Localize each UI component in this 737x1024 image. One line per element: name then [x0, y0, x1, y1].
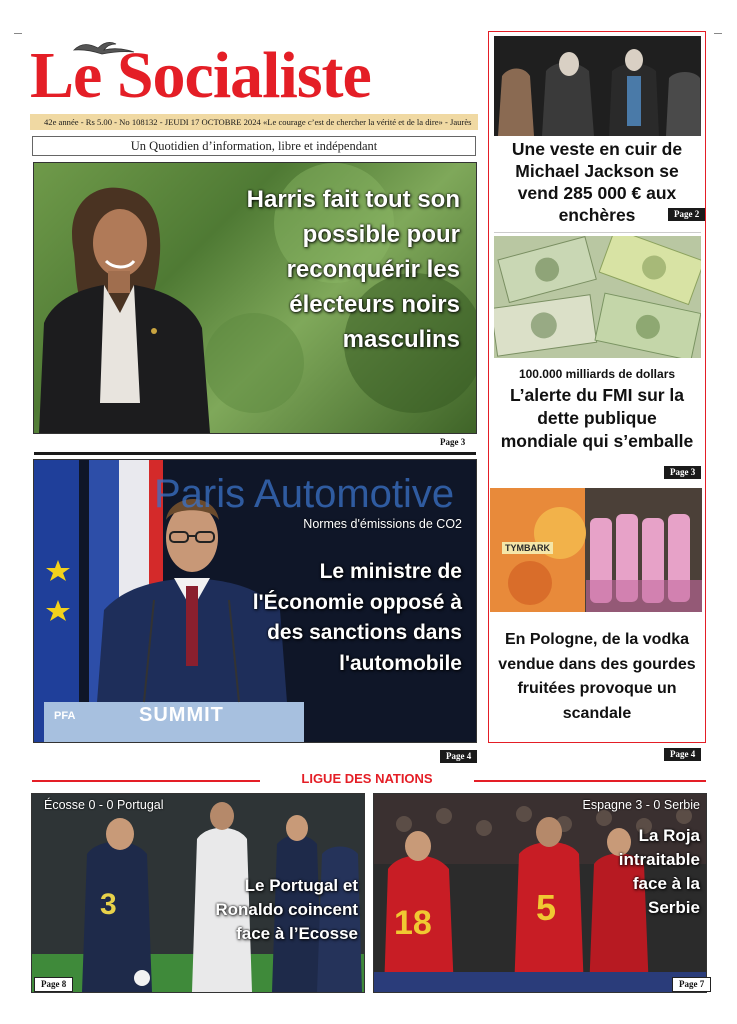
section-rule-left	[32, 780, 260, 782]
story2-headline[interactable]: L’alerte du FMI sur la dette publique mondiale qui s’emballe	[500, 385, 694, 451]
divider	[494, 232, 701, 233]
lead-headline[interactable]: Harris fait tout son possible pour reconquérir les électeurs noirs masculins	[246, 186, 460, 353]
story3-headline[interactable]: En Pologne, de la vodka vendue dans des gourdes fruitées provoque un scandale	[498, 631, 696, 722]
svg-text:5: 5	[536, 887, 557, 928]
tagline: Un Quotidien d’information, libre et indépendant	[32, 136, 476, 156]
story3-page-ref[interactable]: Page 4	[664, 748, 701, 761]
sport-right-headline[interactable]: La Roja intraitable face à la Serbie	[618, 826, 700, 917]
story1-page-ref[interactable]: Page 2	[668, 208, 705, 221]
vodka-photo[interactable]	[490, 488, 702, 612]
money-photo[interactable]	[494, 236, 701, 358]
sport-right-page-ref[interactable]: Page 7	[672, 977, 711, 992]
tymbark-label: TYMBARK	[502, 542, 553, 554]
lead-page-ref[interactable]: Page 3	[440, 437, 466, 447]
svg-text:18: 18	[394, 904, 432, 942]
second-kicker: Normes d'émissions de CO2	[303, 517, 462, 531]
story1-headline[interactable]: Une veste en cuir de Michael Jackson se vend 285 000 € aux enchères	[511, 139, 683, 225]
backdrop-text: Paris Automotive	[154, 472, 455, 516]
crop-mark	[714, 33, 722, 34]
podium-logo: PFA	[54, 710, 76, 722]
issue-info-bar: 42e année - Rs 5.00 - No 108132 - JEUDI 17 OCTOBRE 2024 «Le courage c’est de chercher la vérité et de la dire» - Jaurès	[30, 114, 478, 130]
section-rule-right	[474, 780, 706, 782]
score-right: Espagne 3 - 0 Serbie	[582, 798, 700, 812]
divider	[34, 452, 476, 455]
second-headline[interactable]: Le ministre de l'Économie opposé à des sanctions dans l'automobile	[252, 560, 462, 675]
second-page-ref[interactable]: Page 4	[440, 750, 477, 763]
crop-mark	[14, 33, 22, 34]
svg-text:3: 3	[100, 888, 117, 921]
jacket-photo[interactable]	[494, 36, 701, 136]
jacket-photo-illustration	[494, 36, 701, 136]
section-title[interactable]: LIGUE DES NATIONS	[301, 771, 433, 786]
score-left: Écosse 0 - 0 Portugal	[44, 798, 164, 812]
story2-page-ref[interactable]: Page 3	[664, 466, 701, 479]
sport-left-page-ref[interactable]: Page 8	[34, 977, 73, 992]
story2-kicker: 100.000 milliards de dollars	[518, 367, 676, 381]
podium-text: SUMMIT	[139, 704, 224, 726]
sport-left-headline[interactable]: Le Portugal et Ronaldo coincent face à l’Ecosse	[215, 876, 358, 943]
money-photo-illustration	[494, 236, 701, 358]
newspaper-logo[interactable]: Le Socialiste	[30, 40, 371, 112]
